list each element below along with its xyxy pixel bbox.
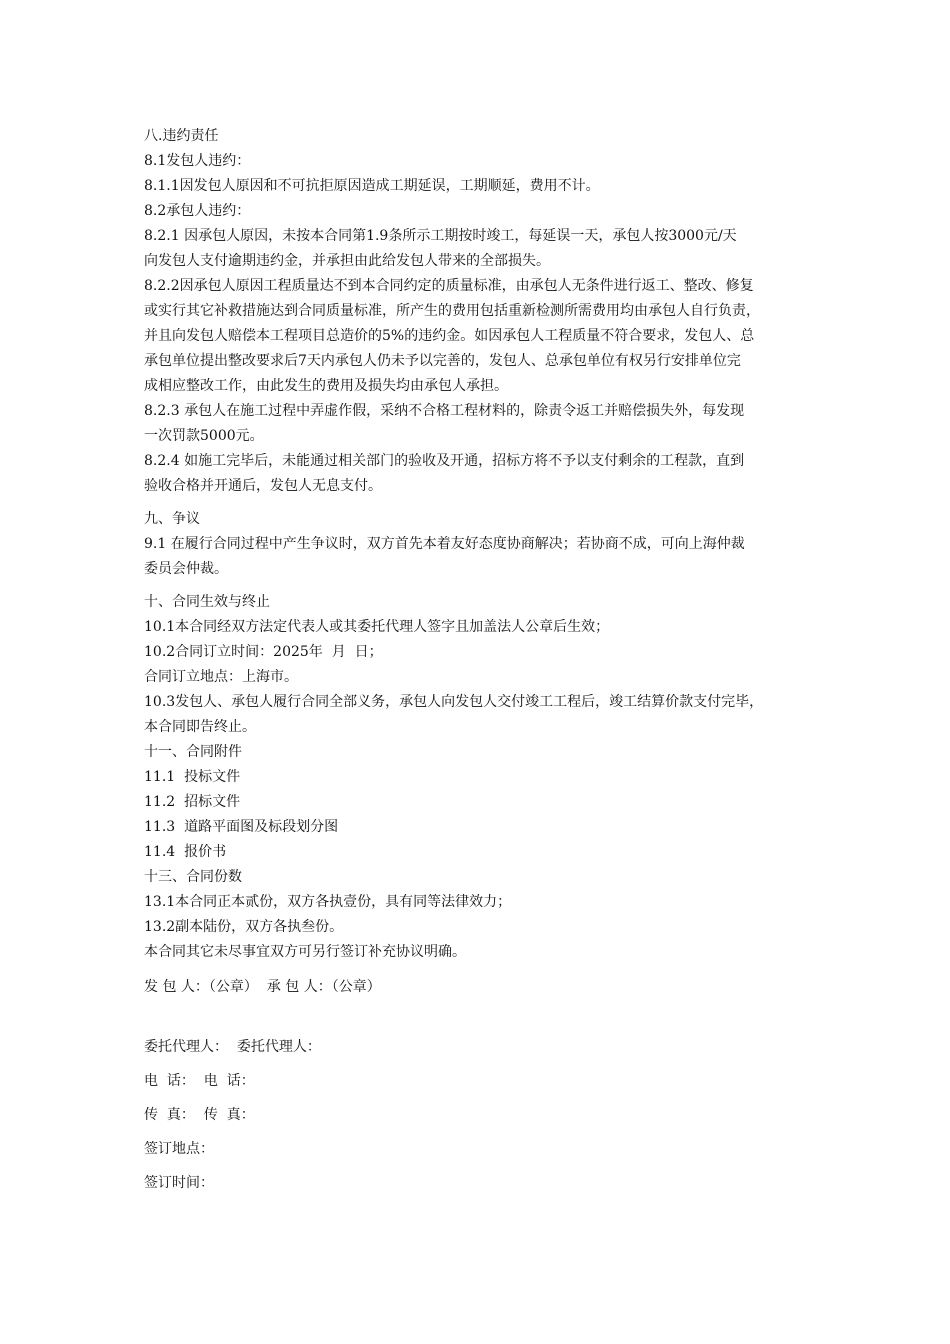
clause-8-2-3-line-2: 一次罚款5000元。: [144, 428, 264, 444]
signature-fax: 传 真： 传 真：: [144, 1107, 255, 1123]
clause-8-2-2-line-5: 成相应整改工作，由此发生的费用及损失均由承包人承担。: [144, 378, 508, 394]
clause-8-2-3-line-1: 8.2.3 承包人在施工过程中弄虚作假，采纳不合格工程材料的，除责令返工并赔偿损失外，每发现: [144, 403, 745, 419]
attachment-11-3: 11.3 道路平面图及标段划分图: [144, 819, 339, 835]
clause-10-1: 10.1本合同经双方法定代表人或其委托代理人签字且加盖法人公章后生效；: [144, 619, 610, 635]
section-11-heading: 十一、合同附件: [144, 744, 242, 760]
signature-parties: 发 包 人：（公章） 承 包 人：（公章）: [144, 979, 381, 995]
signature-parties-row: [144, 975, 810, 1000]
section-8-heading: 八.违约责任: [144, 128, 219, 144]
clause-8-1-1: 8.1.1因发包人原因和不可抗拒原因造成工期延误，工期顺延，费用不计。: [144, 178, 600, 194]
section-10-heading: 十、合同生效与终止: [144, 594, 270, 610]
clause-10-3-line-1: 10.3发包人、承包人履行合同全部义务，承包人向发包人交付竣工工程后，竣工结算价款支付完毕，: [144, 694, 764, 710]
signature-phone: 电 话： 电 话：: [144, 1073, 255, 1089]
attachment-11-2: 11.2 招标文件: [144, 794, 241, 810]
clause-8-2-2-line-2: 或实行其它补救措施达到合同质量标准，所产生的费用包括重新检测所需费用均由承包人自行负责，: [144, 303, 760, 319]
signature-fax-row: [144, 1103, 810, 1128]
signature-place: 签订地点：: [144, 1141, 214, 1157]
clause-9-1-line-2: 委员会仲裁。: [144, 561, 228, 577]
clause-8-2-4-line-1: 8.2.4 如施工完毕后，未能通过相关部门的验收及开通，招标方将不予以支付剩余的工程款，直到: [144, 453, 745, 469]
clause-10-2: 10.2合同订立时间：2025年 月 日；: [144, 644, 383, 660]
clause-8-2-2-line-3: 并且向发包人赔偿本工程项目总造价的5%的违约金。如因承包人工程质量不符合要求，发包人、总: [144, 328, 755, 344]
attachment-11-1: 11.1 投标文件: [144, 769, 241, 785]
section-13-heading: 十三、合同份数: [144, 869, 242, 885]
clause-8-2-1-line-1: 8.2.1 因承包人原因，未按本合同第1.9条所示工期按时竣工，每延误一天，承包人按3000元/天: [144, 228, 737, 244]
signature-time-row: [144, 1171, 810, 1196]
signature-agents-row: [144, 1035, 810, 1060]
section-9-heading: 九、争议: [144, 511, 200, 527]
clause-8-2-1-line-2: 向发包人支付逾期违约金，并承担由此给发包人带来的全部损失。: [144, 253, 550, 269]
attachment-11-4: 11.4 报价书: [144, 844, 227, 860]
clause-13-2: 13.2副本陆份，双方各执叁份。: [144, 919, 344, 935]
clause-8-2-2-line-4: 承包单位提出整改要求后7天内承包人仍未予以完善的，发包人、总承包单位有权另行安排单位完: [144, 353, 741, 369]
clause-13-1: 13.1本合同正本贰份，双方各执壹份，具有同等法律效力；: [144, 894, 512, 910]
clause-8-2-4-line-2: 验收合格并开通后，发包人无息支付。: [144, 478, 382, 494]
contract-place: 合同订立地点：上海市。: [144, 669, 298, 685]
contract-body: [144, 124, 810, 965]
clause-9-1-line-1: 9.1 在履行合同过程中产生争议时，双方首先本着友好态度协商解决；若协商不成，可向上海仲裁: [144, 536, 745, 552]
signature-time: 签订时间：: [144, 1175, 214, 1191]
supplementary-note: 本合同其它未尽事宜双方可另行签订补充协议明确。: [144, 944, 466, 960]
clause-8-2: 8.2承包人违约：: [144, 203, 251, 219]
signature-phone-row: [144, 1069, 810, 1094]
signature-agents: 委托代理人： 委托代理人：: [144, 1039, 321, 1055]
signature-place-row: [144, 1137, 810, 1162]
clause-8-1: 8.1发包人违约：: [144, 153, 251, 169]
clause-8-2-2-line-1: 8.2.2因承包人原因工程质量达不到本合同约定的质量标准，由承包人无条件进行返工、整改、修复: [144, 278, 754, 294]
clause-10-3-line-2: 本合同即告终止。: [144, 719, 256, 735]
